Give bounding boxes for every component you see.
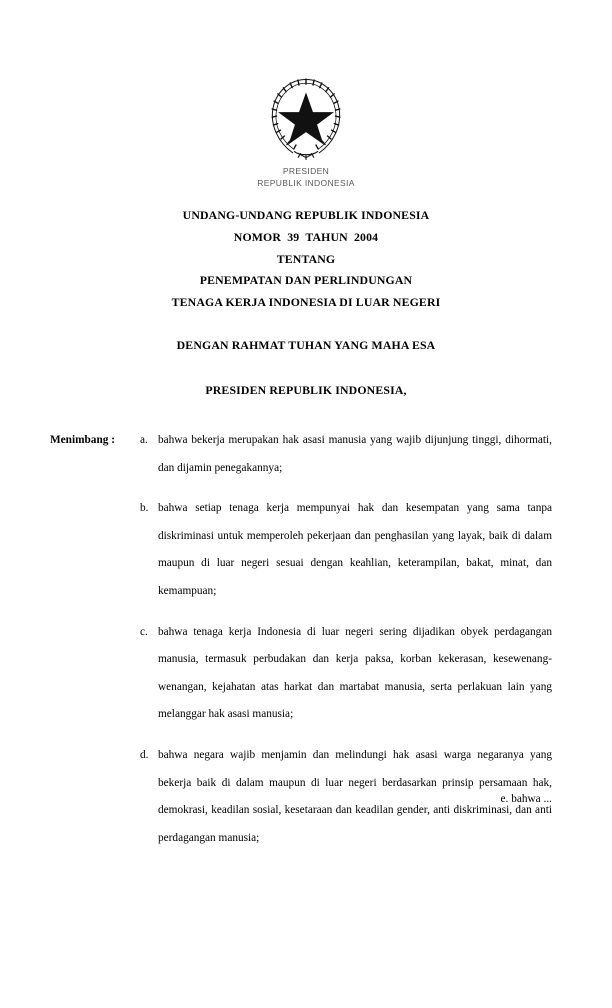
list-item	[140, 619, 552, 729]
document-title-block	[0, 205, 612, 314]
title-line-nomor-tahun: NOMOR 39 TAHUN 2004	[233, 229, 379, 244]
title-line-penempatan-perlindungan: PENEMPATAN DAN PERLINDUNGAN	[199, 273, 413, 288]
title-line-tentang: TENTANG	[276, 251, 336, 266]
clause-marker: b.	[140, 502, 149, 515]
invocation-line: DENGAN RAHMAT TUHAN YANG MAHA ESA	[176, 338, 436, 352]
clause-text: bahwa tenaga kerja Indonesia di luar negeri sering dijadikan obyek perdagangan manusia, termasuk perbudakan dan kerja paksa, korban kekerasan, kesewenang-wenangan, kejahatan atas harkat dan martabat manusia, serta perlakuan lain yang melanggar hak asasi manusia;	[158, 625, 552, 721]
emblem-caption	[0, 166, 612, 189]
clause-marker: c.	[140, 625, 148, 638]
clause-text: bahwa bekerja merupakan hak asasi manusia yang wajib dijunjung tinggi, dihormati, dan dijamin penegakannya;	[158, 434, 552, 474]
authority-line: PRESIDEN REPUBLIK INDONESIA,	[205, 383, 407, 397]
list-item	[140, 495, 552, 605]
caption-line-republik-indonesia: REPUBLIK INDONESIA	[257, 177, 355, 188]
continuation-note: e. bahwa ...	[500, 793, 552, 805]
garuda-star-wreath-icon	[260, 74, 352, 166]
considering-clause-list	[140, 427, 552, 852]
clause-marker: d.	[140, 748, 149, 761]
list-item	[140, 742, 552, 852]
clause-marker: a.	[140, 434, 148, 446]
considering-section	[50, 427, 552, 852]
title-line-tenaga-kerja: TENAGA KERJA INDONESIA DI LUAR NEGERI	[171, 295, 441, 310]
caption-line-presiden: PRESIDEN	[282, 166, 330, 176]
considering-label: Menimbang :	[50, 434, 115, 446]
list-item	[140, 427, 552, 482]
title-line-undang-undang: UNDANG-UNDANG REPUBLIK INDONESIA	[182, 208, 430, 222]
considering-row	[50, 427, 552, 852]
clause-text: bahwa negara wajib menjamin dan melindungi hak asasi warga negaranya yang bekerja baik di dalam maupun di luar negeri berdasarkan prinsip persamaan hak, demokrasi, keadilan sosial, kesetaraan dan keadilan gender, anti diskriminasi, dan anti perdagangan manusia;	[158, 748, 552, 844]
clause-text: bahwa setiap tenaga kerja mempunyai hak dan kesempatan yang sama tanpa diskriminasi untuk memperoleh pekerjaan dan penghasilan yang layak, baik di dalam maupun di luar negeri sesuai dengan keahlian, keterampilan, bakat, minat, dan kemampuan;	[158, 502, 552, 597]
emblem-container	[0, 74, 612, 166]
